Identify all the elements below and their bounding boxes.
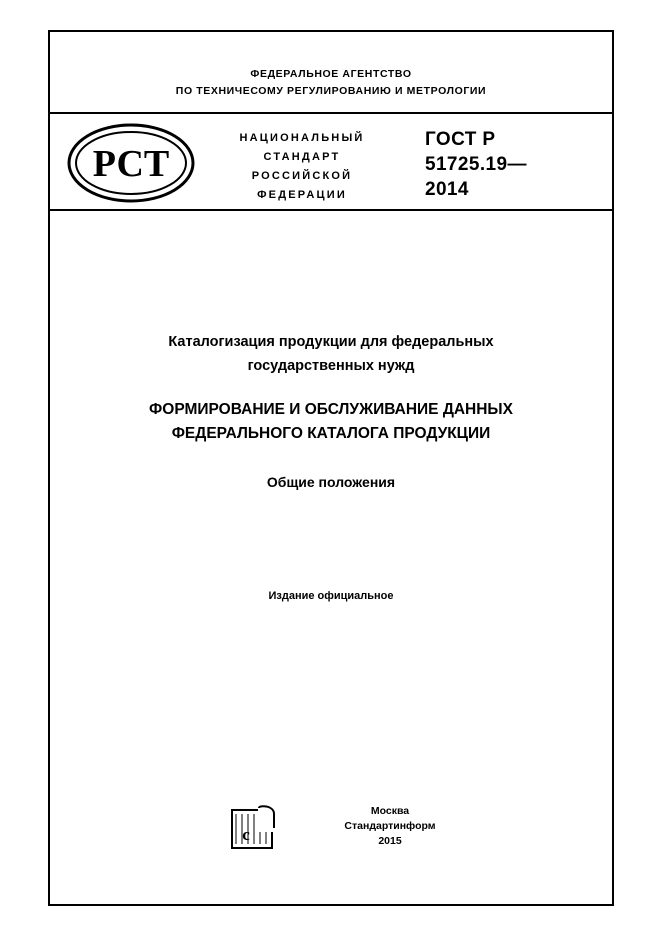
subject-title: [80, 330, 582, 378]
standartinform-logo-icon: [228, 802, 284, 854]
edition-note: Издание официальное: [268, 590, 394, 602]
standard-number-block: [425, 127, 615, 202]
publisher-year: 2015: [378, 835, 402, 847]
national-standard-line-4: ФЕДЕРАЦИИ: [257, 189, 347, 201]
gost-r-emblem-icon: [66, 122, 196, 204]
sub-title: Общие положения: [266, 474, 396, 490]
subject-title-line-1: Каталогизация продукции для федеральных: [168, 334, 494, 350]
subject-title-line-2: государственных нужд: [247, 358, 415, 374]
national-standard-line-1: НАЦИОНАЛЬНЫЙ: [239, 132, 365, 144]
header-rule-bottom: [50, 209, 612, 211]
publisher-city: Москва: [370, 805, 410, 817]
national-standard-line-3: РОССИЙСКОЙ: [251, 170, 353, 182]
standard-number-line-3: 2014: [425, 179, 469, 200]
standard-number-line-2: 51725.19—: [425, 154, 527, 175]
national-standard-line-2: СТАНДАРТ: [263, 151, 341, 163]
main-title-line-2: ФЕДЕРАЛЬНОГО КАТАЛОГА ПРОДУКЦИИ: [171, 425, 491, 442]
main-title: [64, 398, 598, 446]
main-title-line-1: ФОРМИРОВАНИЕ И ОБСЛУЖИВАНИЕ ДАННЫХ: [149, 401, 513, 418]
standard-number-line-1: ГОСТ Р: [425, 129, 496, 150]
agency-line-2: ПО ТЕХНИЧЕСОМУ РЕГУЛИРОВАНИЮ И МЕТРОЛОГИИ: [175, 85, 487, 97]
header-rule-top: [50, 112, 612, 114]
publisher-name: Стандартинформ: [344, 820, 436, 832]
national-standard-block: [212, 129, 392, 205]
svg-text:РСТ: РСТ: [92, 143, 170, 185]
agency-header: [50, 66, 612, 100]
publisher-block: [300, 804, 480, 849]
svg-text:с: с: [242, 825, 250, 844]
agency-line-1: ФЕДЕРАЛЬНОЕ АГЕНТСТВО: [250, 68, 412, 80]
